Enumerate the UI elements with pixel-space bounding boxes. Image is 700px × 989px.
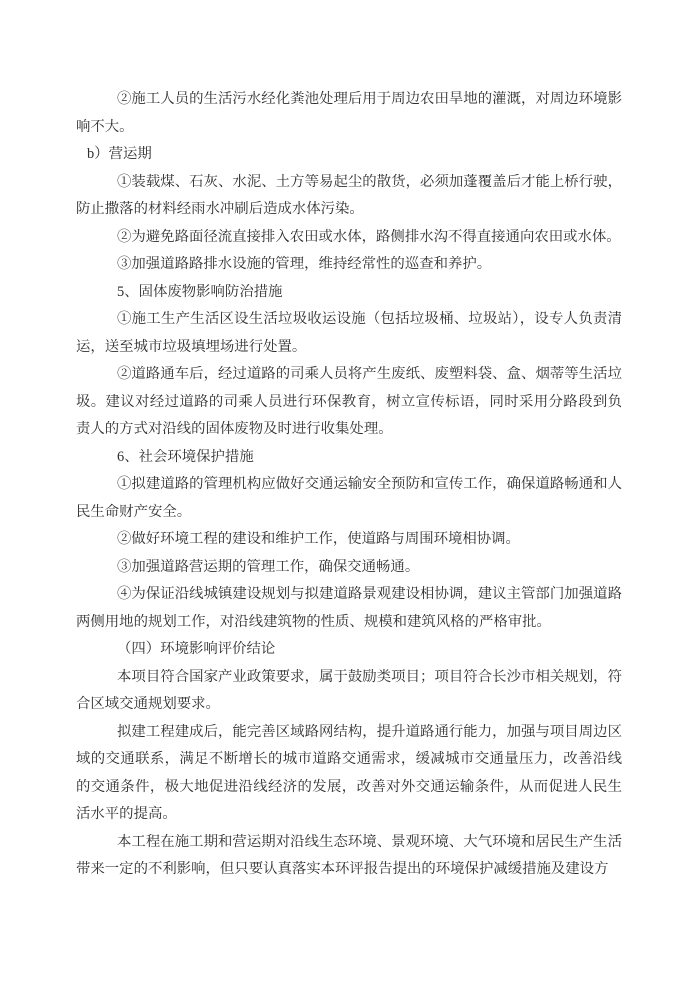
section-heading: （四）环境影响评价结论 bbox=[117, 641, 276, 657]
paragraph: ②做好环境工程的建设和维护工作，使道路与周围环境相协调。 bbox=[117, 531, 520, 547]
paragraph: ②道路通车后，经过道路的司乘人员将产生废纸、废塑料袋、盒、烟蒂等生活垃圾。建议对经过道路的司乘人员进行环保教育，树立宣传标语，同时采用分路段到负责人的方式对沿线的固体废物及时进行收集处理。 bbox=[76, 366, 622, 437]
section-heading: 5、固体废物影响防治措施 bbox=[117, 283, 283, 300]
paragraph: ②施工人员的生活污水经化粪池处理后用于周边农田旱地的灌溉，对周边环境影响不大。 bbox=[76, 91, 622, 135]
paragraph: ①装载煤、石灰、水泥、土方等易起尘的散货，必须加蓬覆盖后才能上桥行驶，防止撒落的材料经雨水冲刷后造成水体污染。 bbox=[76, 173, 622, 217]
paragraph: 拟建工程建成后，能完善区域路网结构，提升道路通行能力，加强与项目周边区域的交通联系，满足不断增长的城市道路交通需求，缓减城市交通量压力，改善沿线的交通条件，极大地促进沿线经济的发展，改善对外交通运输条件，从而促进人民生活水平的提高。 bbox=[76, 723, 622, 822]
paragraph: 本工程在施工期和营运期对沿线生态环境、景观环境、大气环境和居民生产生活带来一定的不利影响，但只要认真落实本环评报告提出的环境保护减缓措施及建设方 bbox=[76, 833, 622, 877]
page-text-block bbox=[76, 86, 622, 884]
section-heading: 6、社会环境保护措施 bbox=[117, 448, 254, 465]
paragraph: ③加强道路营运期的管理工作，确保交通畅通。 bbox=[117, 558, 420, 575]
paragraph: ④为保证沿线城镇建设规划与拟建道路景观建设相协调，建议主管部门加强道路两侧用地的规划工作，对沿线建筑物的性质、规模和建筑风格的严格审批。 bbox=[76, 586, 622, 630]
paragraph: ①拟建道路的管理机构应做好交通运输安全预防和宣传工作，确保道路畅通和人民生命财产安全。 bbox=[76, 476, 622, 520]
paragraph: ②为避免路面径流直接排入农田或水体，路侧排水沟不得直接通向农田或水体。 bbox=[117, 228, 621, 245]
paragraph: 本项目符合国家产业政策要求，属于鼓励类项目；项目符合长沙市相关规划，符合区域交通规划要求。 bbox=[76, 668, 622, 712]
paragraph: ③加强道路路排水设施的管理，维持经常性的巡查和养护。 bbox=[117, 256, 492, 272]
paragraph: ①施工生产生活区设生活垃圾收运设施（包括垃圾桶、垃圾站），设专人负责清运，送至城市垃圾填埋场进行处置。 bbox=[76, 311, 622, 355]
list-label: b）营运期 bbox=[87, 146, 152, 162]
